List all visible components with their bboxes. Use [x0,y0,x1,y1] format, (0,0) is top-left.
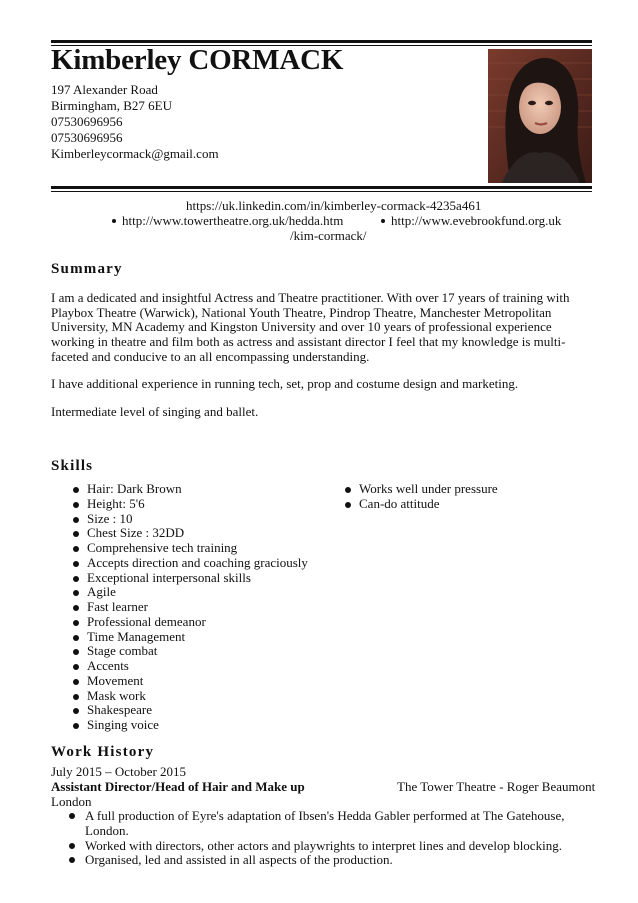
address-line-1: 197 Alexander Road [51,82,158,97]
skill-item: Size : 10 [51,512,308,527]
summary-paragraph-3: Intermediate level of singing and ballet. [51,404,259,419]
skill-item: Comprehensive tech training [51,541,308,556]
top-rule-thick [51,40,592,43]
skill-item: Can-do attitude [323,497,498,512]
skill-item: Exceptional interpersonal skills [51,571,308,586]
skill-item: Height: 5'6 [51,497,308,512]
skill-item: Mask work [51,689,308,704]
evebrook-link-continued[interactable]: /kim-cormack/ [290,228,367,243]
evebrook-link[interactable]: http://www.evebrookfund.org.uk [391,213,562,228]
skill-item: Movement [51,674,308,689]
skills-list-left [51,482,308,733]
evebrook-link-item [381,213,561,229]
linkedin-link[interactable]: https://uk.linkedin.com/in/kimberley-cormack-4235a461 [186,198,482,213]
skill-item: Accents [51,659,308,674]
job-location: London [51,794,92,809]
bullet-icon [381,219,385,223]
job-dates: July 2015 – October 2015 [51,764,187,779]
address-line-2: Birmingham, B27 6EU [51,98,172,113]
phone-number-2: 07530696956 [51,130,123,145]
job-role: Assistant Director/Head of Hair and Make up [51,779,305,794]
skill-item: Works well under pressure [323,482,498,497]
profile-photo [488,49,592,183]
skill-item: Chest Size : 32DD [51,526,308,541]
skill-item: Accepts direction and coaching graciously [51,556,308,571]
skill-item: Fast learner [51,600,308,615]
summary-paragraph-2: I have additional experience in running tech, set, prop and costume design and marketing. [51,376,519,391]
skills-heading: Skills [51,458,94,474]
skill-item: Hair: Dark Brown [51,482,308,497]
summary-paragraph-1: I am a dedicated and insightful Actress and Theatre practitioner. With over 17 years of training with Playbox Theatre (Warwick), National Youth Theatre, Pindrop Theatre, Manchester Metropolitan University, MN Academy and Kingston University and over 10 years of professional experience working in theatre and film both as actress and assistant director I feel that my knowledge is multi-faceted and conducive to an all encompassing understanding. [51,290,570,364]
bullet-icon [112,219,116,223]
job-duty-item: A full production of Eyre's adaptation of Ibsen's Hedda Gabler performed at The Gatehouse, London. [51,809,596,839]
phone-number-1: 07530696956 [51,114,123,129]
skill-item: Time Management [51,630,308,645]
skill-item: Agile [51,585,308,600]
tower-theatre-link-item [112,213,343,229]
work-history-heading: Work History [51,744,155,760]
skill-item: Singing voice [51,718,308,733]
summary-heading: Summary [51,261,123,277]
skill-item: Shakespeare [51,703,308,718]
skill-item: Professional demeanor [51,615,308,630]
job-duty-item: Organised, led and assisted in all aspects of the production. [51,853,596,868]
job-employer: The Tower Theatre - Roger Beaumont [397,779,596,794]
skill-item: Stage combat [51,644,308,659]
email-address[interactable]: Kimberleycormack@gmail.com [51,146,219,161]
job-duties-list [51,809,596,868]
header-rule-thick [51,186,592,189]
tower-theatre-link[interactable]: http://www.towertheatre.org.uk/hedda.htm [122,213,344,228]
skills-list-right [323,482,498,512]
candidate-name: Kimberley CORMACK [51,44,344,76]
job-duty-item: Worked with directors, other actors and playwrights to interpret lines and develop blocking. [51,839,596,854]
header-rule-thin [51,191,592,192]
